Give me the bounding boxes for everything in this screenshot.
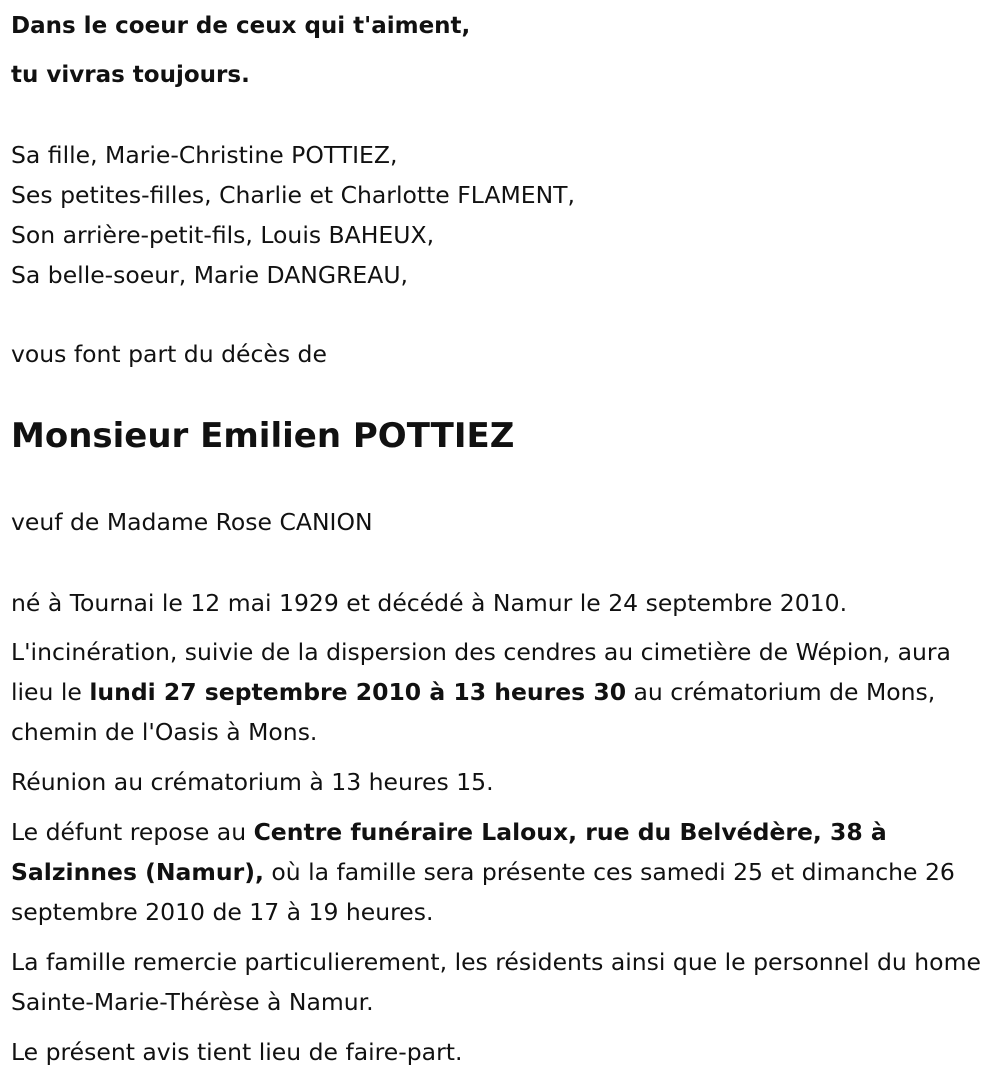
thanks: La famille remercie particulierement, les résidents ainsi que le personnel du home Sainte-Marie-Thérèse à Namur. [11, 948, 981, 1016]
repose-paragraph [11, 812, 993, 932]
repose-prefix: Le défunt repose au [11, 818, 254, 846]
widow-of: veuf de Madame Rose CANION [11, 508, 373, 536]
deceased-name: Monsieur Emilien POTTIEZ [11, 416, 515, 456]
ceremony-date-time: lundi 27 septembre 2010 à 13 heures 30 [89, 678, 627, 706]
ceremony-prefix: L'incinération, suivie de la dispersion des cendres au cimetière de Wépion, aura lieu le [11, 638, 951, 706]
ceremony-suffix: au crématorium de Mons, chemin de l'Oasis à Mons. [11, 678, 936, 746]
family-member: Son arrière-petit-fils, Louis BAHEUX, [11, 221, 435, 249]
meeting: Réunion au crématorium à 13 heures 15. [11, 768, 494, 796]
ceremony-paragraph [11, 632, 993, 752]
repose-place: Centre funéraire Laloux, rue du Belvédère, 38 à Salzinnes (Namur), [11, 818, 887, 886]
epigraph-line-2: tu vivras toujours. [11, 62, 250, 88]
repose-suffix: où la famille sera présente ces samedi 25 et dimanche 26 septembre 2010 de 17 à 19 heures. [11, 858, 955, 926]
announcement: vous font part du décès de [11, 340, 327, 368]
family-list [11, 135, 575, 295]
family-member: Sa fille, Marie-Christine POTTIEZ, [11, 141, 398, 169]
details-section [11, 583, 993, 1082]
family-member: Ses petites-filles, Charlie et Charlotte FLAMENT, [11, 181, 575, 209]
birth-death: né à Tournai le 12 mai 1929 et décédé à Namur le 24 septembre 2010. [11, 589, 848, 617]
family-member: Sa belle-soeur, Marie DANGREAU, [11, 261, 408, 289]
epigraph-line-1: Dans le coeur de ceux qui t'aiment, [11, 13, 471, 39]
notice: Le présent avis tient lieu de faire-part. [11, 1038, 463, 1066]
